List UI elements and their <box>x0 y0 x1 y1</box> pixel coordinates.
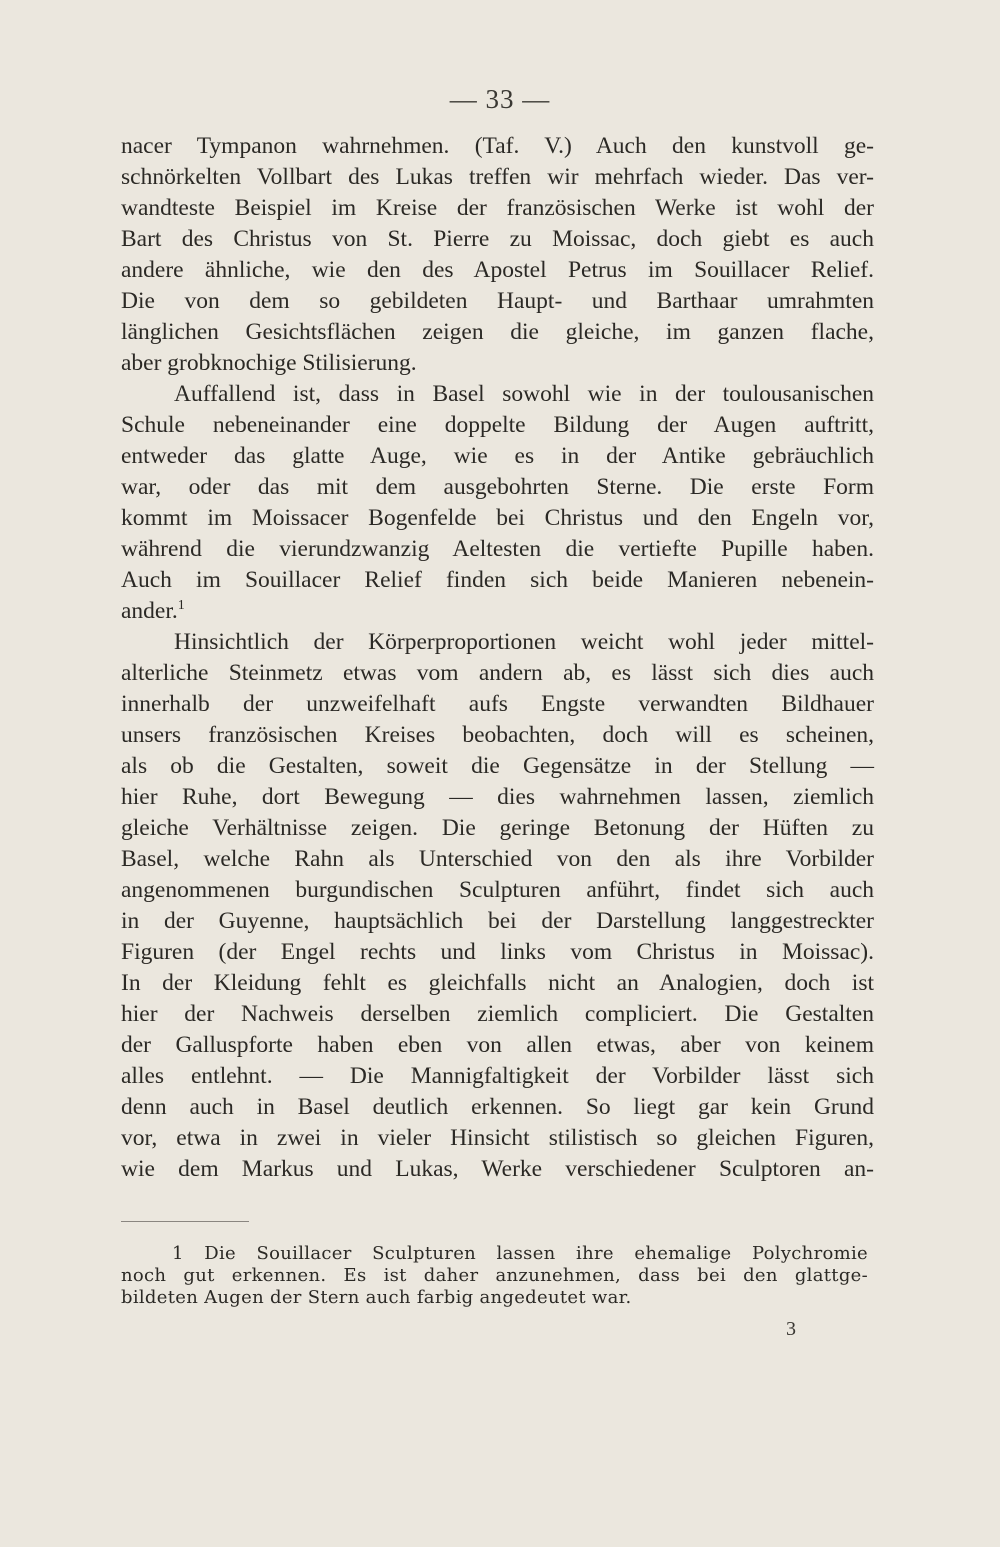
text-line: während die vierundzwanzig Aeltesten die vertiefte Pupille haben. <box>121 536 874 562</box>
main-text <box>121 131 874 1185</box>
text-line: innerhalb der unzweifelhaft aufs Engste verwandten Bildhauer <box>121 691 874 717</box>
text-line: Schule nebeneinander eine doppelte Bildung der Augen auftritt, <box>121 412 874 438</box>
footnote-line: bildeten Augen der Stern auch farbig angedeutet war. <box>121 1287 632 1308</box>
text-line: vor, etwa in zwei in vieler Hinsicht stilistisch so gleichen Figuren, <box>121 1125 874 1151</box>
text-line: gleiche Verhältnisse zeigen. Die geringe Betonung der Hüften zu <box>121 815 874 841</box>
text-line-with-footnote <box>121 596 874 627</box>
page-number: — 33 — <box>449 84 551 114</box>
text-line: länglichen Gesichtsflächen zeigen die gleiche, im ganzen flache, <box>121 319 874 345</box>
text-line: war, oder das mit dem ausgebohrten Sterne. Die erste Form <box>121 474 874 500</box>
text-line: kommt im Moissacer Bogenfelde bei Christus und den Engeln vor, <box>121 505 874 531</box>
text-line: alterliche Steinmetz etwas vom andern ab, es lässt sich dies auch <box>121 660 874 686</box>
text-line: Auch im Souillacer Relief finden sich beide Manieren nebenein- <box>121 567 874 593</box>
text-line: Figuren (der Engel rechts und links vom Christus in Moissac). <box>121 939 874 965</box>
text-line: Die von dem so gebildeten Haupt- und Barthaar umrahmten <box>121 288 874 314</box>
text-line: der Galluspforte haben eben von allen etwas, aber von keinem <box>121 1032 874 1058</box>
text-line: andere ähnliche, wie den des Apostel Petrus im Souillacer Relief. <box>121 257 874 283</box>
text-line: wie dem Markus und Lukas, Werke verschiedener Sculptoren an- <box>121 1156 874 1182</box>
paragraph-start-line: Auffallend ist, dass in Basel sowohl wie in der toulousanischen <box>174 381 874 407</box>
text-line: in der Guyenne, hauptsächlich bei der Darstellung langgestreckter <box>121 908 874 934</box>
text-line: denn auch in Basel deutlich erkennen. So liegt gar kein Grund <box>121 1094 874 1120</box>
footnote-reference: 1 <box>177 598 185 614</box>
text-line: alles entlehnt. — Die Mannigfaltigkeit der Vorbilder lässt sich <box>121 1063 874 1089</box>
text-line: ander. <box>121 598 178 624</box>
footnotes <box>121 1243 868 1309</box>
footnote-line: noch gut erkennen. Es ist daher anzunehmen, dass bei den glattge- <box>121 1265 868 1286</box>
text-line: schnörkelten Vollbart des Lukas treffen wir mehrfach wieder. Das ver- <box>121 164 874 190</box>
text-line: Basel, welche Rahn als Unterschied von den als ihre Vorbilder <box>121 846 874 872</box>
text-line: unsers französischen Kreises beobachten, doch will es scheinen, <box>121 722 874 748</box>
footnote-divider <box>121 1221 249 1222</box>
paragraph-start-line: Hinsichtlich der Körperproportionen weicht wohl jeder mittel- <box>174 629 874 655</box>
text-line: In der Kleidung fehlt es gleichfalls nicht an Analogien, doch ist <box>121 970 874 996</box>
signature-mark: 3 <box>786 1318 796 1340</box>
text-line: Bart des Christus von St. Pierre zu Moissac, doch giebt es auch <box>121 226 874 252</box>
text-line: entweder das glatte Auge, wie es in der Antike gebräuchlich <box>121 443 874 469</box>
text-line: nacer Tympanon wahrnehmen. (Taf. V.) Auch den kunstvoll ge- <box>121 133 874 159</box>
text-line: aber grobknochige Stilisierung. <box>121 350 417 376</box>
text-line: wandteste Beispiel im Kreise der französischen Werke ist wohl der <box>121 195 874 221</box>
footnote-line: 1 Die Souillacer Sculpturen lassen ihre ehemalige Polychromie <box>172 1243 868 1264</box>
text-line: hier Ruhe, dort Bewegung — dies wahrnehmen lassen, ziemlich <box>121 784 874 810</box>
text-line: als ob die Gestalten, soweit die Gegensätze in der Stellung — <box>121 753 874 779</box>
text-line: angenommenen burgundischen Sculpturen anführt, findet sich auch <box>121 877 874 903</box>
text-line: hier der Nachweis derselben ziemlich compliciert. Die Gestalten <box>121 1001 874 1027</box>
